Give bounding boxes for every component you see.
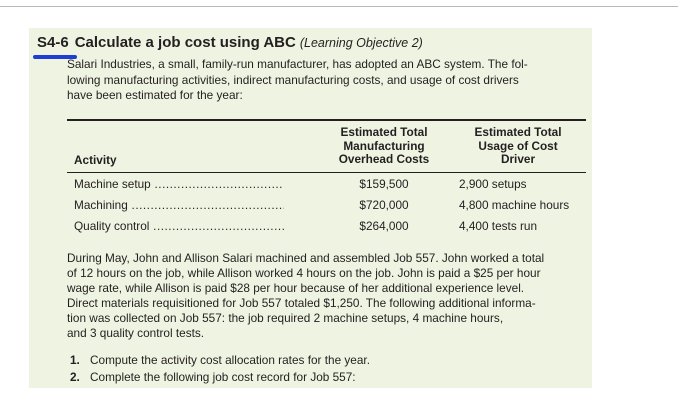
learning-objective: (Learning Objective 2): [299, 36, 423, 50]
paragraph-line: During May, John and Allison Salari machined and assembled Job 557. John worked a total: [67, 251, 545, 265]
question-number: 1.: [70, 353, 80, 367]
paragraph-line: Direct materials requisitioned for Job 557 totaled $1,250. The following additional informa-: [67, 296, 536, 310]
activity-name: Quality control .....: [74, 219, 284, 233]
overhead-cost: $159,500: [359, 177, 409, 191]
top-divider: [0, 6, 678, 7]
table-row: [67, 198, 586, 218]
overhead-cost: $720,000: [359, 198, 409, 212]
intro-line: lowing manufacturing activities, indirect manufacturing costs, and usage of cost drivers: [67, 72, 519, 87]
overhead-cost: $264,000: [359, 219, 409, 233]
activity-name: Machine setup .....: [74, 177, 284, 191]
table-row: [67, 177, 586, 197]
question-text: Complete the following job cost record for Job 557:: [90, 370, 356, 384]
header-bottom-rule: [67, 172, 586, 173]
table-top-rule: [67, 119, 586, 121]
header-driver-usage: Estimated Total Usage of Cost Driver: [474, 125, 562, 166]
paragraph-line: tion was collected on Job 557: the job required 2 machine setups, 4 machine hours,: [67, 311, 504, 325]
question-item: [70, 352, 580, 369]
driver-usage: 4,800 machine hours: [459, 198, 570, 212]
intro-line: have been estimated for the year:: [67, 88, 243, 102]
job-description: [67, 251, 585, 341]
driver-usage: 4,400 tests run: [459, 219, 538, 233]
driver-usage: 2,900 setups: [459, 177, 527, 191]
question-text: Compute the activity cost allocation rates for the year.: [90, 353, 370, 367]
exercise-heading: [37, 34, 597, 54]
question-number: 2.: [70, 370, 80, 384]
paragraph-line: of 12 hours on the job, while Allison worked 4 hours on the job. John is paid a $25 per hour: [67, 266, 541, 280]
intro-text: [67, 57, 582, 104]
paragraph-line: and 3 quality control tests.: [67, 326, 205, 340]
header-overhead-costs: Estimated Total Manufacturing Overhead Costs: [338, 125, 430, 166]
table-row: [67, 219, 586, 239]
exercise-code: S4-6: [37, 34, 69, 51]
exercise-title: Calculate a job cost using ABC: [74, 34, 296, 51]
question-list: [70, 352, 580, 386]
question-item: [70, 369, 580, 386]
intro-line: Salari Industries, a small, family-run manufacturer, has adopted an ABC system. The fol-: [67, 57, 528, 71]
activity-table: [67, 118, 586, 236]
paragraph-line: wage rate, while Allison is paid $28 per hour because of her additional experience level.: [67, 281, 525, 295]
activity-name: Machining .....: [74, 198, 284, 212]
header-activity: Activity: [74, 153, 117, 167]
